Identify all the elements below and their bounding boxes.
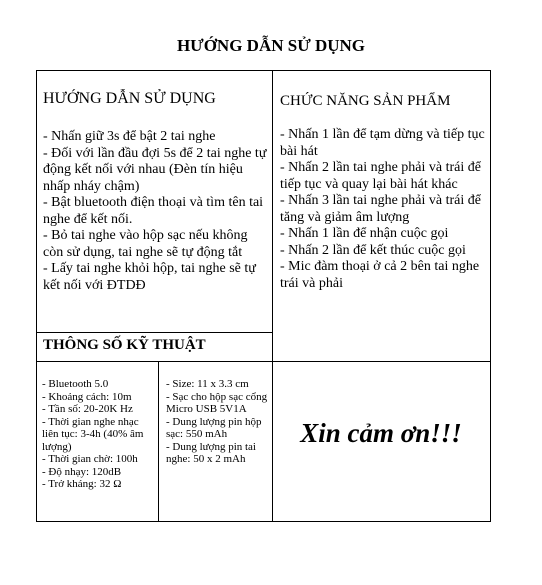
usage-item: - Nhấn giữ 3s để bật 2 tai nghe: [43, 129, 216, 144]
spec-item: - Size: 11 x 3.3 cm: [166, 378, 249, 390]
spec-item: - Khoảng cách: 10m: [42, 390, 132, 403]
spec-item: - Thời gian nghe nhạc liên tục: 3-4h (40% âm lượng): [42, 415, 144, 453]
spec-item: - Thời gian chờ: 100h: [42, 453, 138, 465]
spec-item: - Dung lượng pin tai nghe: 50 x 2 mAh: [166, 440, 256, 465]
usage-item: - Lấy tai nghe khỏi hộp, tai nghe sẽ tự kết nối với ĐTDĐ: [43, 261, 256, 293]
usage-item: - Bỏ tai nghe vào hộp sạc nếu không còn sử dụng, tai nghe sẽ tự động tắt: [43, 228, 248, 260]
features-item: - Nhấn 3 lần tai nghe phải và trái để tăng và giảm âm lượng: [280, 193, 481, 225]
features-cell: [280, 93, 486, 292]
specs-heading: THÔNG SỐ KỸ THUẬT: [43, 337, 206, 353]
spec-column-divider: [158, 361, 159, 522]
features-item: - Nhấn 2 lần để kết thúc cuộc gọi: [280, 242, 466, 258]
spec-item: - Trở kháng: 32 Ω: [42, 478, 122, 490]
specs-right-cell: [166, 378, 270, 466]
specs-right-list: [166, 378, 270, 466]
usage-item: - Đối với lần đầu đợi 5s để 2 tai nghe tự động kết nối với nhau (Đèn tín hiệu nhấp nháy chậm): [43, 145, 267, 194]
spec-item: - Dung lượng pin hộp sạc: 550 mAh: [166, 415, 262, 440]
features-heading: CHỨC NĂNG SẢN PHẨM: [280, 93, 451, 109]
document-title: HƯỚNG DẪN SỬ DỤNG: [176, 36, 366, 55]
features-item: - Mic đàm thoại ở cả 2 bên tai nghe trái và phải: [280, 259, 480, 291]
spec-item: - Bluetooth 5.0: [42, 378, 109, 390]
thank-you-text: Xin cảm ơn!!!: [300, 418, 462, 448]
usage-item: - Bật bluetooth điện thoại và tìm tên tai nghe để kết nối.: [43, 195, 264, 227]
usage-heading: HƯỚNG DẪN SỬ DỤNG: [43, 90, 216, 107]
table-divider-horizontal-right: [272, 361, 491, 362]
features-item: - Nhấn 1 lần để nhận cuộc gọi: [280, 226, 449, 241]
table-divider-horizontal-left: [36, 332, 272, 333]
spec-header-underline: [36, 361, 272, 362]
table-divider-vertical: [272, 70, 273, 522]
features-item: - Nhấn 1 lần để tạm dừng và tiếp tục bài hát: [280, 127, 485, 159]
specs-header-cell: [43, 337, 269, 354]
spec-item: - Tần số: 20-20K Hz: [42, 403, 133, 415]
features-item: - Nhấn 2 lần tai nghe phải và trái để tiếp tục và quay lại bài hát khác: [280, 160, 481, 192]
spec-item: - Độ nhạy: 120dB: [42, 465, 122, 478]
features-list: [280, 127, 486, 292]
specs-left-cell: [42, 378, 156, 491]
specs-left-list: [42, 378, 156, 491]
usage-cell: [43, 90, 269, 294]
spec-item: - Sạc cho hộp sạc cổng Micro USB 5V1A: [166, 390, 268, 415]
usage-list: [43, 129, 269, 294]
